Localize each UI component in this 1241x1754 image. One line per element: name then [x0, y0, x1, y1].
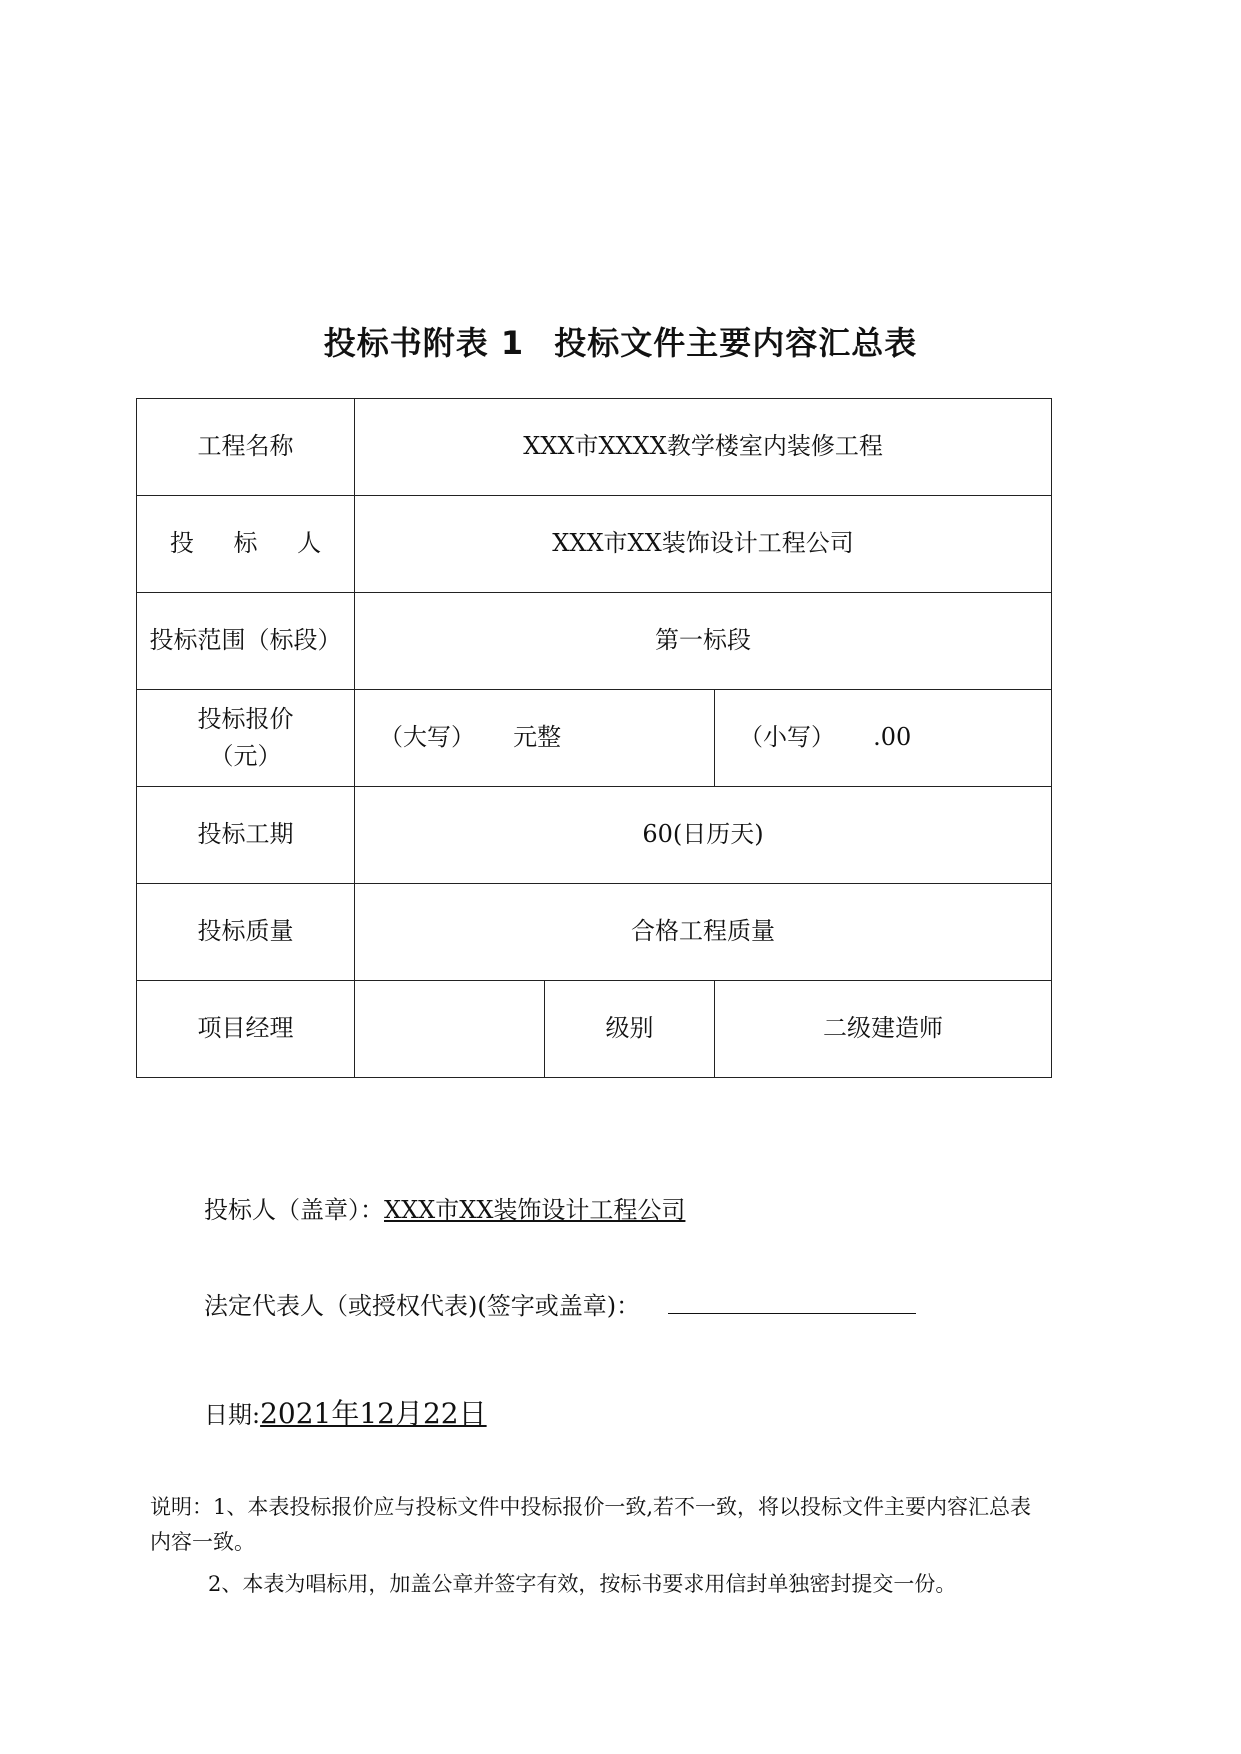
period-value: 60(日历天) — [355, 787, 1052, 884]
row-manager — [137, 981, 1052, 1078]
title-part2: 投标文件主要内容汇总表 — [554, 324, 918, 362]
representative-line — [204, 1286, 916, 1321]
scope-value: 第一标段 — [355, 593, 1052, 690]
grade-value: 二级建造师 — [715, 981, 1052, 1078]
document-title — [0, 318, 1241, 364]
seal-value: XXX市XX装饰设计工程公司 — [384, 1196, 686, 1224]
note-2: 2、本表为唱标用，加盖公章并签字有效，按标书要求用信封单独密封提交一份。 — [208, 1572, 957, 1597]
seal-line — [204, 1190, 685, 1225]
signature-blank — [668, 1293, 916, 1314]
title-part1: 投标书附表 1 — [323, 324, 525, 362]
manager-label: 项目经理 — [137, 981, 355, 1078]
scope-label: 投标范围（标段） — [137, 593, 355, 690]
price-label-line1: 投标报价 — [197, 704, 294, 733]
period-label: 投标工期 — [137, 787, 355, 884]
row-quality — [137, 884, 1052, 981]
price-label — [137, 690, 355, 787]
representative-label: 法定代表人（或授权代表)(签字或盖章)： — [204, 1292, 641, 1320]
project-name-label: 工程名称 — [137, 399, 355, 496]
row-bidder — [137, 496, 1052, 593]
note-1: 说明：1、本表投标报价应与投标文件中投标报价一致,若不一致，将以投标文件主要内容汇总表内容一致。 — [150, 1495, 1032, 1554]
notes — [150, 1490, 1050, 1602]
quality-value: 合格工程质量 — [355, 884, 1052, 981]
price-lower-value: （小写） .00 — [715, 690, 1052, 787]
bid-summary-table — [136, 398, 1052, 1078]
bidder-label: 投 标 人 — [137, 496, 355, 593]
row-price — [137, 690, 1052, 787]
date-value: 2021年12月22日 — [260, 1397, 487, 1430]
quality-label: 投标质量 — [137, 884, 355, 981]
project-name-value: XXX市XXXX教学楼室内装修工程 — [355, 399, 1052, 496]
seal-label: 投标人（盖章）： — [204, 1196, 384, 1224]
grade-label: 级别 — [545, 981, 715, 1078]
date-line — [204, 1392, 487, 1432]
date-label: 日期: — [204, 1401, 261, 1429]
bidder-value: XXX市XX装饰设计工程公司 — [355, 496, 1052, 593]
row-period — [137, 787, 1052, 884]
row-scope — [137, 593, 1052, 690]
row-project-name — [137, 399, 1052, 496]
price-label-line2: （元） — [209, 742, 282, 770]
price-upper-value: （大写） 元整 — [355, 690, 715, 787]
manager-value — [355, 981, 545, 1078]
